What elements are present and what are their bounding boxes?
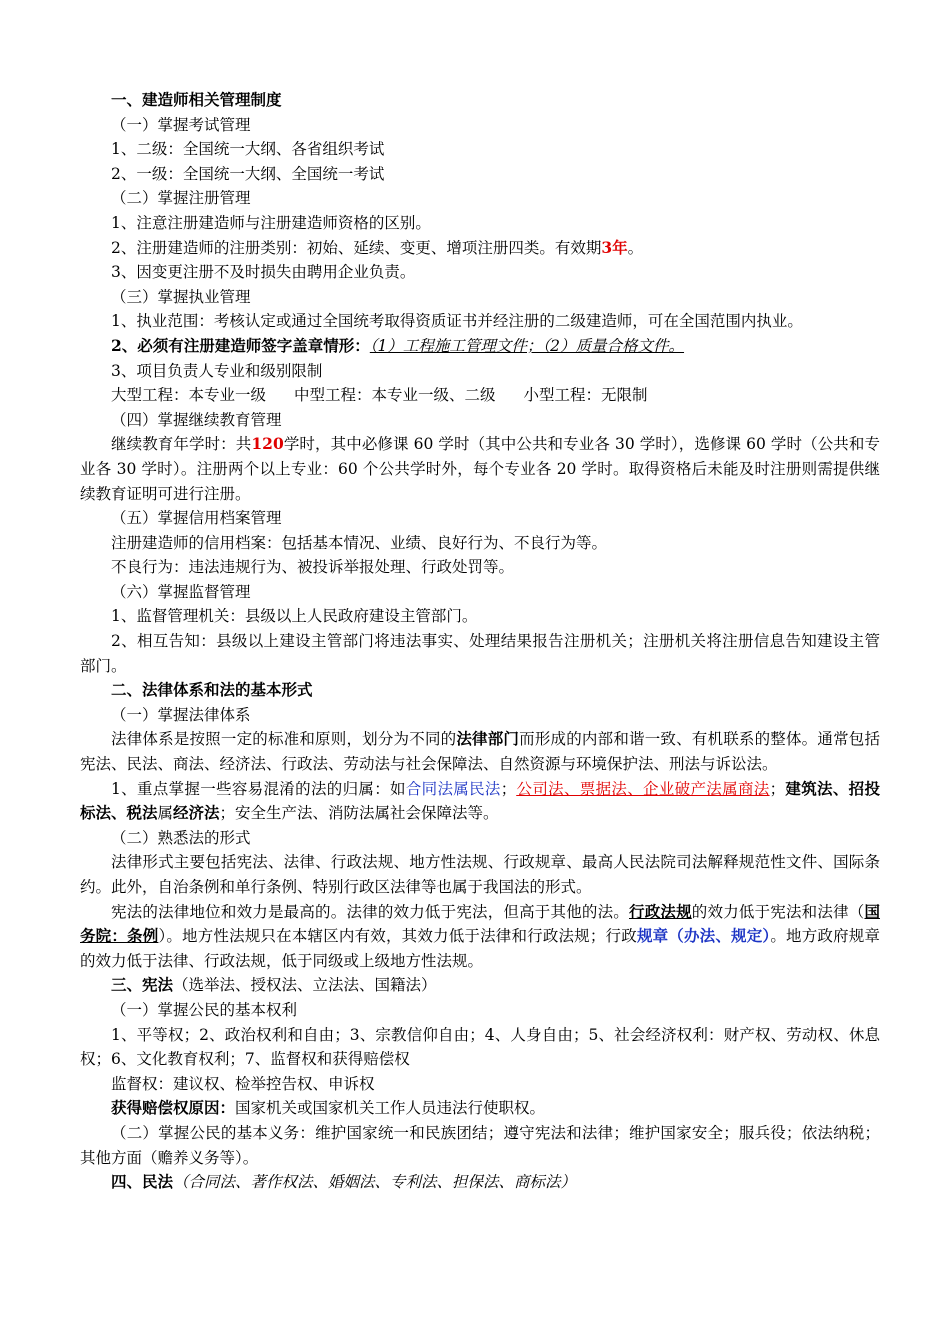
economic-law: 经济法: [173, 803, 220, 823]
education-paragraph: [80, 432, 880, 506]
education-text-start: 继续教育年学时：共: [111, 435, 252, 454]
practice-line-1: 1、执业范围：考核认定或通过全国统考取得资质证书并经注册的二级建造师，可在全国范围内执业。: [111, 312, 803, 331]
law-forms-subheading: （二）熟悉法的形式: [111, 828, 251, 847]
law-forms-paragraph-1: 法律形式主要包括宪法、法律、行政法规、地方性法规、行政规章、最高人民法院司法解释规范性文件、国际条约。此外，自治条例和单行条例、特别行政区法律等也属于我国法的形式。: [80, 853, 880, 896]
section-4-heading: [80, 1170, 880, 1195]
compensation-text: 国家机关或国家机关工作人员违法行使职权。: [235, 1099, 546, 1118]
belongs-to: 属: [157, 804, 174, 823]
supervision-rights: 监督权：建议权、检举控告权、申诉权: [111, 1074, 375, 1093]
administrative-regulations: 行政法规: [629, 901, 692, 921]
practice-line-2: [80, 334, 880, 359]
legal-system-subheading: （一）掌握法律体系: [111, 705, 251, 724]
administrative-rules: 规章（办法、规定）: [636, 926, 771, 946]
civil-law-title: 四、民法: [111, 1172, 174, 1192]
education-text-rest: 学时，其中必修课 60 学时（其中公共和专业各 30 学时），选修课 60 学时（公共和专业各 30 学时）。注册两个以上专业：60 个公共学时外，每个专业各 20 学时。取得资格后未能及时注册则需提供继续教育证明可进行注册。: [80, 435, 880, 503]
separator-2: ；: [769, 779, 786, 798]
total-hours: 120: [251, 434, 284, 454]
registration-line-2-end: 。: [627, 238, 644, 257]
signature-required-documents: （1）工程施工管理文件；（2）质量合格文件。: [369, 336, 685, 355]
section-2-heading: 二、法律体系和法的基本形式: [111, 680, 313, 700]
supervision-line-2: 2、相互告知：县级以上建设主管部门将违法事实、处理结果报告注册机关；注册机关将注册信息告知建设主管部门。: [80, 632, 880, 675]
practice-subheading: （三）掌握执业管理: [111, 287, 251, 306]
credit-subheading: （五）掌握信用档案管理: [111, 509, 282, 528]
rights-list: 1、平等权；2、政治权利和自由；3、宗教信仰自由；4、人身自由；5、社会经济权利：财产权、劳动权、休息权；6、文化教育权利；7、监督权和获得赔偿权: [80, 1025, 880, 1069]
supervision-subheading: （六）掌握监督管理: [111, 582, 251, 601]
economic-law-items: 建筑法、招投标法、税法: [80, 778, 880, 823]
contract-law-civil: 合同法属民法: [405, 779, 501, 798]
exam-subheading: （一）掌握考试管理: [111, 115, 251, 134]
supervision-line-1: 1、监督管理机关：县级以上人民政府建设主管部门。: [111, 607, 478, 626]
constitution-related-laws: （选举法、授权法、立法法、国籍法）: [173, 976, 437, 995]
law-classification-intro: 1、重点掌握一些容易混淆的法的归属：如: [111, 779, 406, 798]
law-effect-text: 宪法的法律地位和效力是最高的。法律的效力低于宪法，但高于其他的法。: [111, 902, 629, 921]
registration-line-3: 3、因变更注册不及时损失由聘用企业负责。: [111, 263, 416, 282]
commercial-laws: 公司法、票据法、企业破产法属商法: [516, 779, 770, 798]
document-page: [80, 88, 880, 1195]
registration-line-1: 1、注意注册建造师与注册建造师资格的区别。: [111, 213, 431, 232]
signature-required-label: 2、必须有注册建造师签字盖章情形：: [111, 335, 370, 355]
medium-project-limit: 中型工程：本专业一级、二级: [294, 386, 496, 405]
law-effect-text-4: 。地方政府规章的效力低于法律、行政法规，低于同级或上级地方性法规。: [80, 927, 880, 970]
practice-line-3: 3、项目负责人专业和级别限制: [111, 361, 323, 380]
registration-line-2: [80, 236, 880, 261]
education-subheading: （四）掌握继续教育管理: [111, 410, 282, 429]
registration-line-2-text: 2、注册建造师的注册类别：初始、延续、变更、增项注册四类。有效期: [111, 238, 602, 257]
credit-line-1: 注册建造师的信用档案：包括基本情况、业绩、良好行为、不良行为等。: [111, 533, 608, 552]
section-3-heading: [80, 973, 880, 998]
law-classification-rest: ；安全生产法、消防法属社会保障法等。: [219, 804, 499, 823]
small-project-limit: 小型工程：无限制: [523, 386, 648, 405]
duties-paragraph: （二）掌握公民的基本义务：维护国家统一和民族团结；遵守宪法和法律；维护国家安全；服兵役；依法纳税；其他方面（赡养义务等）。: [80, 1123, 880, 1167]
legal-department-term: 法律部门: [456, 729, 520, 749]
law-forms-paragraph-2: [80, 900, 880, 974]
credit-line-2: 不良行为：违法违规行为、被投诉举报处理、行政处罚等。: [111, 558, 515, 577]
legal-system-paragraph: [80, 727, 880, 776]
law-effect-text-3: ）。地方性法规只在本辖区内有效，其效力低于法律和行政法规；行政: [158, 927, 637, 946]
section-1-heading: 一、建造师相关管理制度: [111, 90, 282, 109]
project-scale-limits: [80, 383, 880, 408]
separator-1: ；: [500, 779, 517, 798]
law-classification-paragraph: [80, 777, 880, 826]
civil-law-related-laws: （合同法、著作权法、婚姻法、专利法、担保法、商标法）: [173, 1173, 577, 1192]
rights-subheading: （一）掌握公民的基本权利: [111, 1000, 298, 1019]
validity-period: 3年: [601, 237, 628, 257]
large-project-limit: 大型工程：本专业一级: [111, 386, 267, 405]
registration-subheading: （二）掌握注册管理: [111, 189, 251, 208]
legal-system-text-rest: 而形成的内部和谐一致、有机联系的整体。通常包括宪法、民法、商法、经济法、行政法、劳动法与社会保障法、自然资源与环境保护法、刑法与诉讼法。: [80, 730, 880, 774]
state-council-regulations: 国务院：条例: [80, 901, 880, 946]
exam-line-1: 1、二级：全国统一大纲、各省组织考试: [111, 140, 385, 159]
legal-system-text-start: 法律体系是按照一定的标准和原则，划分为不同的: [111, 730, 457, 749]
constitution-title: 三、宪法: [111, 975, 174, 995]
exam-line-2: 2、一级：全国统一大纲、全国统一考试: [111, 164, 385, 183]
compensation-label: 获得赔偿权原因：: [111, 1098, 236, 1118]
law-effect-text-2: 的效力低于宪法和法律（: [691, 902, 865, 921]
compensation-rights: [80, 1096, 880, 1121]
